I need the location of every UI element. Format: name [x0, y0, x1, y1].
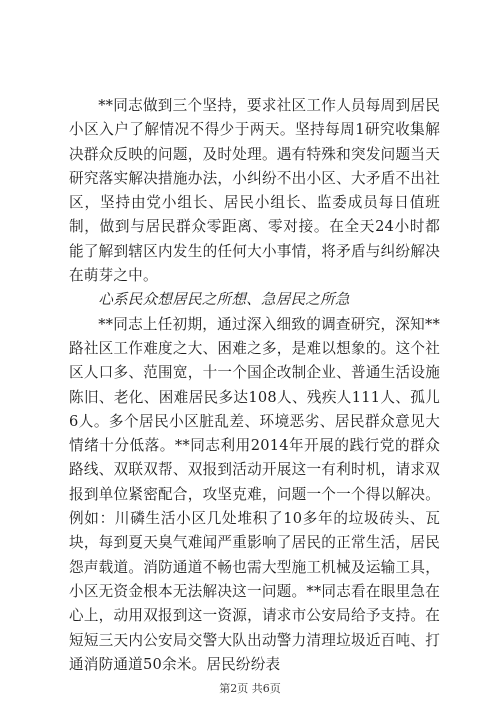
document-body [69, 94, 440, 677]
paragraph-three-persistence: **同志做到三个坚持，要求社区工作人员每周到居民小区入户了解情况不得少于两天。坚持每周1研究收集解决群众反映的问题，及时处理。遇有特殊和突发问题当天研究落实解决措施办法，小纠纷不出小区、大矛盾不出社区，坚持由党小组长、居民小组长、监委成员每日值班制，做到与居民群众零距离、零对接。在全天24小时都能了解到辖区内发生的任何大小事情，将矛盾与纠纷解决在萌芽之中。 [69, 97, 440, 285]
page-number-footer: 第2页 共6页 [219, 682, 281, 695]
section-heading: 心系民众想居民之所想、急居民之所急 [98, 291, 350, 309]
paragraph-initial-work: **同志上任初期，通过深入细致的调查研究，深知**路社区工作难度之大、困难之多，是难以想象的。这个社区人口多、范围宽，十一个国企改制企业、普通生活设施陈旧、老化、困难居民多达108人、残疾人111人、孤儿6人。多个居民小区脏乱差、环境恶劣、居民群众意见大情绪十分低落。**同志利用2014年开展的践行党的群众路线、双联双帮、双报到活动开展这一有利时机，请求双报到单位紧密配合，攻坚克难，问题一个一个得以解决。例如：川磷生活小区几处堆积了10多年的垃圾砖头、瓦块，每到夏天臭气难闻严重影响了居民的正常生活，居民怨声载道。消防通道不畅也需大型施工机械及运输工具，小区无资金根本无法解决这一问题。**同志看在眼里急在心上，动用双报到这一资源，请求市公安局给予支持。在短短三天内公安局交警大队出动警力清理垃圾近百吨、打通消防通道50余米。居民纷纷表 [69, 315, 440, 673]
